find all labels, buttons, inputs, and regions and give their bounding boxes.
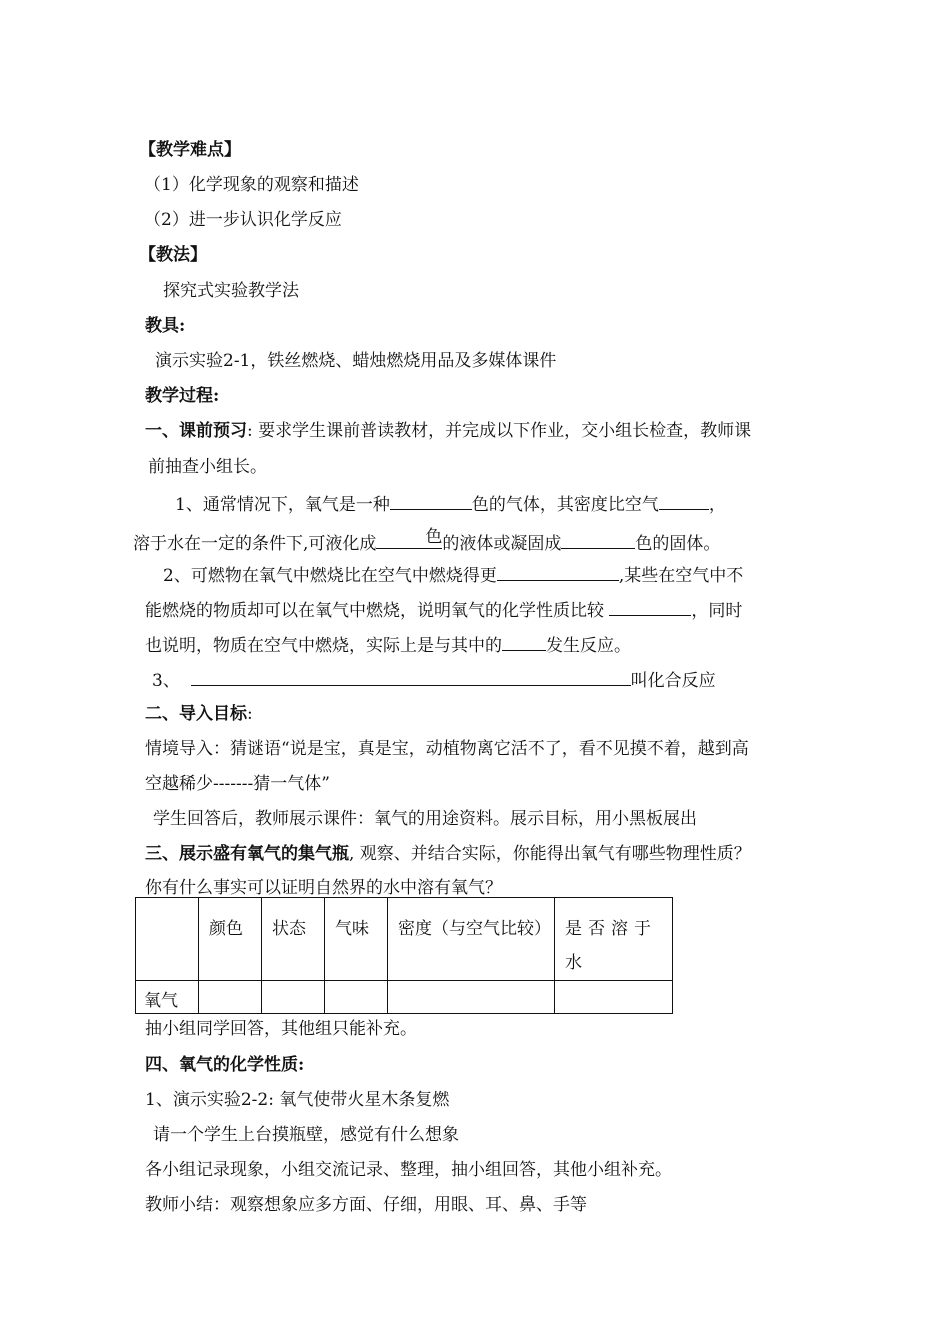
q1-blank-solid bbox=[561, 530, 635, 549]
q2-blank-1 bbox=[497, 562, 619, 581]
intro-text-2: 空越稀少-------猜一气体” bbox=[145, 774, 330, 794]
table-header-cell: 密度（与空气比较） bbox=[388, 898, 555, 981]
q1-text-e: 色 bbox=[425, 527, 443, 547]
q1-blank-density bbox=[659, 491, 709, 510]
table-row bbox=[136, 981, 673, 1014]
table-cell bbox=[199, 981, 262, 1014]
table-header-cell: 气味 bbox=[325, 898, 388, 981]
table-row-label: 氧气 bbox=[136, 981, 199, 1014]
q2-text-e: 也说明，物质在空气中燃烧，实际上是与其中的 bbox=[145, 636, 502, 656]
intro-colon: : bbox=[247, 704, 253, 724]
q3-text-b: 叫化合反应 bbox=[630, 671, 716, 691]
chem-item-4: 教师小结：观察想象应多方面、仔细，用眼、耳、鼻、手等 bbox=[145, 1195, 587, 1215]
difficulty-item-2: （2）进一步认识化学反应 bbox=[144, 210, 342, 230]
q1-text-f: 的液体或凝固成 bbox=[442, 534, 562, 554]
table-cell bbox=[325, 981, 388, 1014]
table-cell bbox=[555, 981, 673, 1014]
table-header-row bbox=[136, 898, 673, 981]
q1-text-c: ， bbox=[708, 495, 726, 515]
question-1-line-1 bbox=[175, 491, 726, 516]
q2-blank-2 bbox=[609, 597, 691, 616]
process-heading: 教学过程: bbox=[145, 386, 220, 406]
question-2-line-3 bbox=[145, 632, 631, 657]
table-header-cell: 颜色 bbox=[199, 898, 262, 981]
question-2-line-1 bbox=[163, 562, 743, 587]
chem-item-3: 各小组记录现象，小组交流记录、整理，抽小组回答，其他小组补充。 bbox=[145, 1160, 672, 1180]
show-text-1: , 观察、并结合实际，你能得出氧气有哪些物理性质？ bbox=[349, 844, 751, 864]
q1-text-a: 1、通常情况下，氧气是一种 bbox=[175, 495, 390, 515]
preview-text-2: 前抽查小组长。 bbox=[148, 457, 267, 477]
q1-text-g: 色的固体。 bbox=[635, 534, 721, 554]
q2-text-c: 能燃烧的物质却可以在氧气中燃烧，说明氧气的化学性质比较 bbox=[145, 601, 604, 621]
preview-label: 一、课前预习 bbox=[145, 421, 247, 441]
q2-text-a: 2、可燃物在氧气中燃烧比在空气中燃烧得更 bbox=[163, 566, 497, 586]
chem-item-2: 请一个学生上台摸瓶壁，感觉有什么想象 bbox=[153, 1125, 459, 1145]
table-cell bbox=[262, 981, 325, 1014]
table-cell bbox=[388, 981, 555, 1014]
q3-blank bbox=[191, 667, 631, 686]
after-table-text: 抽小组同学回答，其他组只能补充。 bbox=[145, 1019, 417, 1039]
question-3-line bbox=[152, 667, 716, 692]
chem-item-1: 1、演示实验2-2: 氧气使带火星木条复燃 bbox=[145, 1090, 450, 1110]
difficulty-item-1: （1）化学现象的观察和描述 bbox=[144, 175, 359, 195]
q1-blank-color bbox=[390, 491, 472, 510]
intro-heading: 二、导入目标 bbox=[145, 704, 247, 724]
q1-text-b: 色的气体，其密度比空气 bbox=[471, 495, 659, 515]
question-1-line-2 bbox=[133, 526, 720, 555]
q3-text-a: 3、 bbox=[152, 671, 180, 691]
show-text-2: 你有什么事实可以证明自然界的水中溶有氧气？ bbox=[145, 878, 502, 898]
q2-blank-3 bbox=[502, 632, 546, 651]
question-2-line-2 bbox=[145, 597, 742, 622]
intro-text-3: 学生回答后，教师展示课件：氧气的用途资料。展示目标，用小黑板展出 bbox=[153, 809, 697, 829]
method-heading: 【教法】 bbox=[139, 245, 207, 265]
difficulty-heading: 【教学难点】 bbox=[139, 140, 241, 160]
oxygen-properties-table bbox=[135, 897, 673, 1014]
preview-text-1: : 要求学生课前普读教材，并完成以下作业，交小组长检查，教师课 bbox=[247, 421, 752, 441]
chem-heading: 四、氧气的化学性质: bbox=[145, 1055, 305, 1075]
table-header-cell: 状态 bbox=[262, 898, 325, 981]
intro-heading-line bbox=[145, 703, 253, 725]
q2-text-f: 发生反应。 bbox=[546, 636, 631, 656]
preview-line-1 bbox=[145, 420, 751, 442]
tools-heading: 教具: bbox=[145, 316, 186, 336]
q2-text-b: ,某些在空气中不 bbox=[618, 566, 744, 586]
q1-blank-liquid bbox=[376, 526, 442, 549]
table-header-cell bbox=[136, 898, 199, 981]
q1-text-d: 溶于水在一定的条件下,可液化成 bbox=[133, 534, 377, 554]
show-label: 三、展示盛有氧气的集气瓶 bbox=[145, 844, 349, 864]
intro-text-1: 情境导入：猜谜语“说是宝，真是宝，动植物离它活不了，看不见摸不着，越到高 bbox=[145, 739, 749, 759]
q2-text-d: ，同时 bbox=[691, 601, 743, 621]
show-line-1 bbox=[145, 843, 751, 865]
tools-text: 演示实验2-1，铁丝燃烧、蜡烛燃烧用品及多媒体课件 bbox=[155, 351, 557, 371]
table-header-cell: 是否溶于水 bbox=[555, 898, 673, 981]
method-text: 探究式实验教学法 bbox=[163, 281, 299, 301]
